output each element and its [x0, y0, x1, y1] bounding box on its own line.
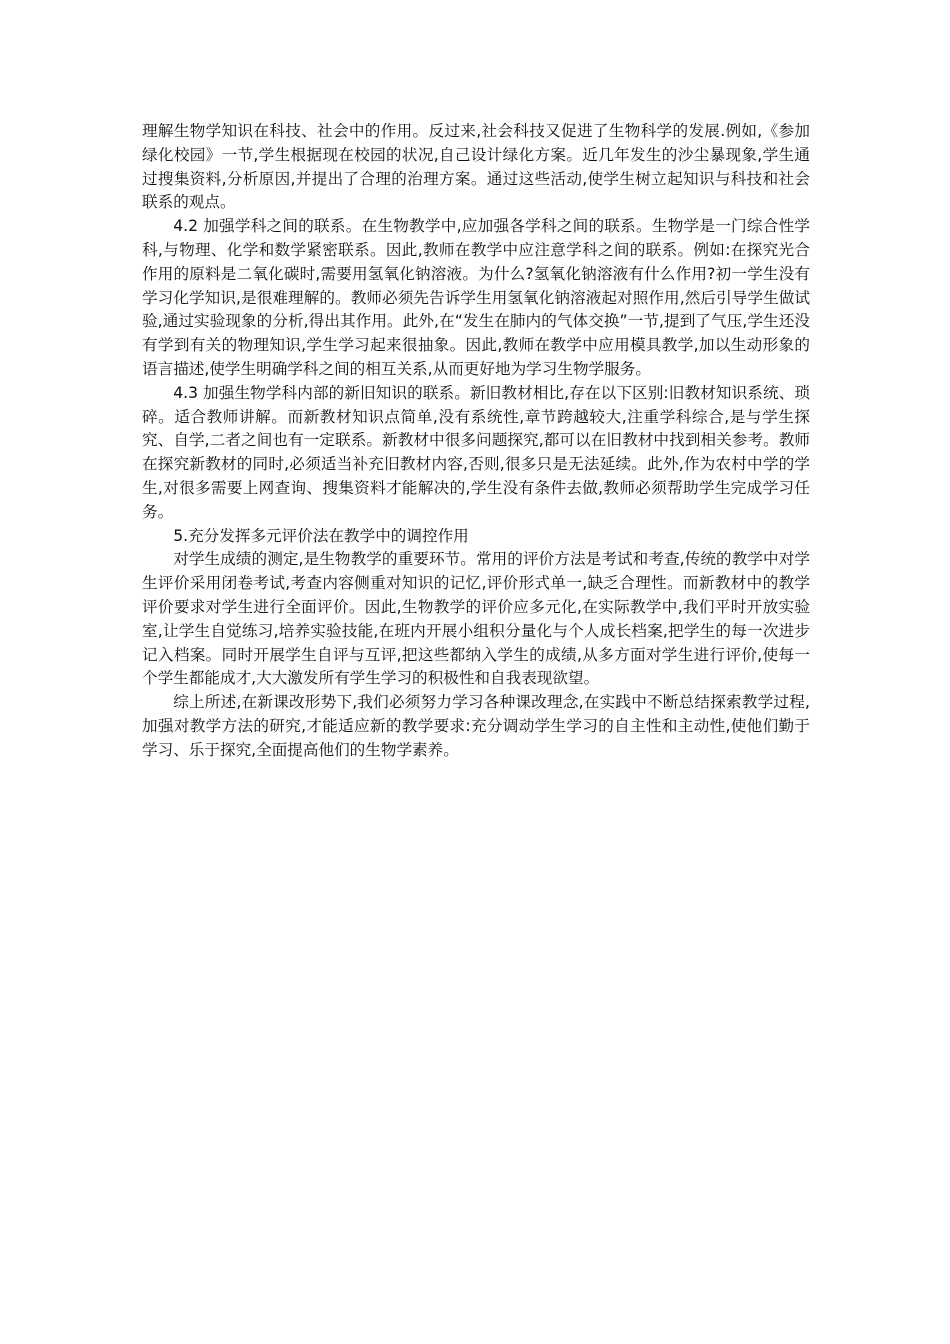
paragraph-4-2: 4.2 加强学科之间的联系。在生物教学中,应加强各学科之间的联系。生物学是一门综合性学科,与物理、化学和数学紧密联系。因此,教师在教学中应注意学科之间的联系。例如:在探究光合作用的原料是二氧化碳时,需要用氢氧化钠溶液。为什么?氢氧化钠溶液有什么作用?初一学生没有学习化学知识,是很难理解的。教师必须先告诉学生用氢氧化钠溶液起对照作用,然后引导学生做试验,通过实验现象的分析,得出其作用。此外,在“发生在肺内的气体交换”一节,提到了气压,学生还没有学到有关的物理知识,学生学习起来很抽象。因此,教师在教学中应用模具教学,加以生动形象的语言描述,使学生明确学科之间的相互关系,从而更好地为学习生物学服务。 [142, 217, 810, 378]
section-5-heading: 5.充分发挥多元评价法在教学中的调控作用 [173, 526, 469, 545]
paragraph-conclusion: 综上所述,在新课改形势下,我们必须努力学习各种课改理念,在实践中不断总结探索教学过程,加强对教学方法的研究,才能适应新的教学要求:充分调动学生学习的自主性和主动性,使他们勤于学习、乐于探究,全面提高他们的生物学素养。 [142, 693, 810, 759]
paragraph-society-links: 理解生物学知识在科技、社会中的作用。反过来,社会科技又促进了生物科学的发展.例如,《参加绿化校园》一节,学生根据现在校园的状况,自己设计绿化方案。近几年发生的沙尘暴现象,学生通过搜集资料,分析原因,并提出了合理的治理方案。通过这些活动,使学生树立起知识与科技和社会联系的观点。 [142, 122, 810, 212]
paragraph-section-5: 对学生成绩的测定,是生物教学的重要环节。常用的评价方法是考试和考查,传统的教学中对学生评价采用闭卷考试,考查内容侧重对知识的记忆,评价形式单一,缺乏合理性。而新教材中的教学评价要求对学生进行全面评价。因此,生物教学的评价应多元化,在实际教学中,我们平时开放实验室,让学生自觉练习,培养实验技能,在班内开展小组积分量化与个人成长档案,把学生的每一次进步记入档案。同时开展学生自评与互评,把这些都纳入学生的成绩,从多方面对学生进行评价,使每一个学生都能成才,大大激发所有学生学习的积极性和自我表现欲望。 [142, 550, 810, 688]
paragraph-4-3: 4.3 加强生物学科内部的新旧知识的联系。新旧教材相比,存在以下区别:旧教材知识系统、琐碎。适合教师讲解。而新教材知识点简单,没有系统性,章节跨越较大,注重学科综合,是与学生探究、自学,二者之间也有一定联系。新教材中很多问题探究,都可以在旧教材中找到相关参考。教师在探究新教材的同时,必须适当补充旧教材内容,否则,很多只是无法延续。此外,作为农村中学的学生,对很多需要上网查询、搜集资料才能解决的,学生没有条件去做,教师必须帮助学生完成学习任务。 [142, 383, 810, 521]
document-page [142, 120, 810, 763]
